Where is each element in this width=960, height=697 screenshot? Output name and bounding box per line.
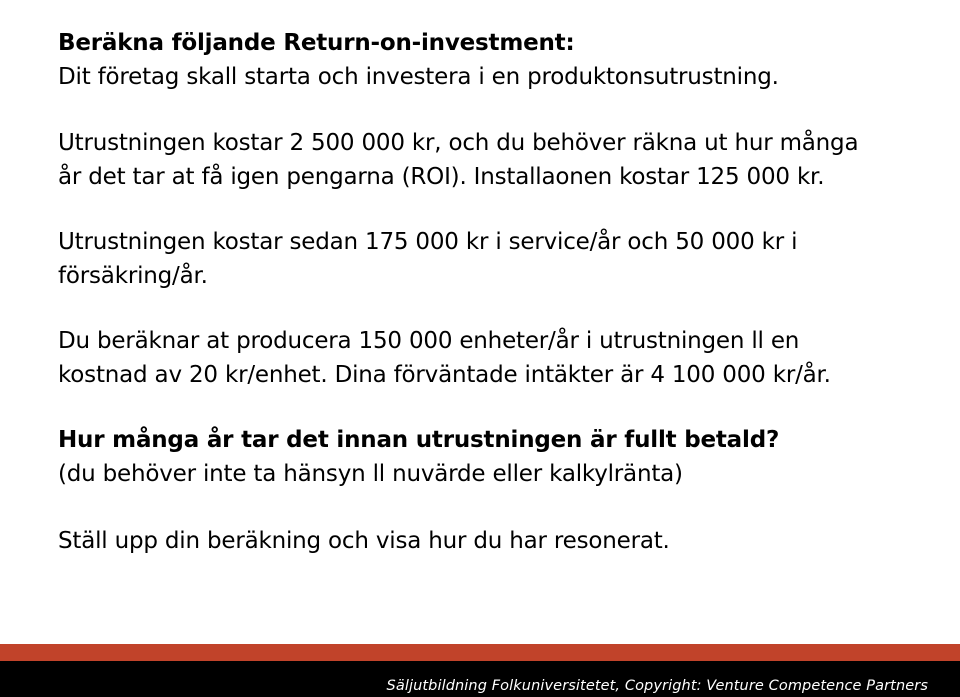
footer-copyright: Säljutbildning Folkuniversitetet, Copyright: Venture Competence Partners — [386, 678, 928, 694]
intro-text: Dit företag skall starta och investera i en produktonsutrustning. — [58, 64, 779, 90]
instruction-text: Ställ upp din beräkning och visa hur du har resonerat. — [58, 528, 670, 554]
paragraph-production — [58, 324, 938, 392]
paragraph-line: försäkring/år. — [58, 263, 208, 289]
footer-band — [0, 644, 960, 697]
paragraph-line: Utrustningen kostar sedan 175 000 kr i service/år och 50 000 kr i — [58, 229, 798, 255]
question-text: Hur många år tar det innan utrustningen är fullt betald? — [58, 427, 780, 453]
paragraph-line: kostnad av 20 kr/enhet. Dina förväntade intäkter är 4 100 000 kr/år. — [58, 362, 831, 388]
paragraph-service-cost — [58, 225, 938, 293]
question-block — [58, 423, 938, 491]
question-note: (du behöver inte ta hänsyn ll nuvärde eller kalkylränta) — [58, 461, 683, 487]
paragraph-line: Utrustningen kostar 2 500 000 kr, och du behöver räkna ut hur många — [58, 130, 859, 156]
paragraph-line: år det tar at få igen pengarna (ROI). Installaonen kostar 125 000 kr. — [58, 164, 825, 190]
paragraph-equipment-cost — [58, 126, 938, 194]
slide-heading: Beräkna följande Return-on-investment: — [58, 30, 575, 56]
footer-accent-stripe — [0, 644, 960, 661]
instruction-block — [58, 524, 938, 558]
paragraph-line: Du beräknar at producera 150 000 enheter/år i utrustningen ll en — [58, 328, 800, 354]
slide-content — [58, 26, 938, 558]
